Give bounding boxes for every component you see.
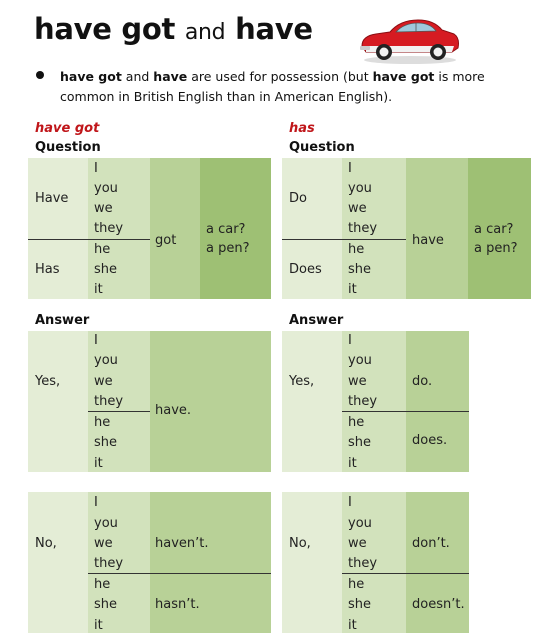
answer-havent: haven’t.: [155, 536, 209, 551]
pronoun: they: [94, 394, 124, 409]
note-text: are used for possession (but: [187, 69, 373, 84]
right-answer-yes-table: [282, 331, 469, 472]
pronoun: you: [94, 353, 118, 368]
title-part-have: have: [235, 12, 313, 46]
object: a pen?: [206, 241, 250, 256]
pronoun: I: [348, 161, 352, 176]
title-part-have-got: have got: [34, 12, 176, 46]
left-answer-yes-table: [28, 331, 271, 472]
note-text: is more common in British English than in American English).: [60, 69, 485, 104]
pronoun: she: [348, 262, 372, 277]
pronoun: he: [348, 415, 365, 430]
answer-does: does.: [412, 433, 448, 448]
answer-yes: Yes,: [35, 374, 61, 389]
answer-no: No,: [289, 536, 311, 551]
note-term-have-got: have got: [60, 69, 122, 84]
pronoun: he: [348, 577, 365, 592]
pronoun: I: [348, 495, 352, 510]
pronoun: they: [94, 221, 124, 236]
pronoun: you: [348, 353, 372, 368]
pronoun: it: [94, 618, 103, 633]
pronoun: he: [94, 242, 111, 257]
pronoun: he: [94, 577, 111, 592]
answer-no: No,: [35, 536, 57, 551]
left-answer-label: Answer: [35, 313, 90, 328]
right-heading: has: [289, 121, 315, 136]
left-answer-no-table: [28, 492, 271, 633]
pronoun: it: [94, 456, 103, 471]
note-text: and: [121, 69, 154, 84]
answer-hasnt: hasn’t.: [155, 597, 200, 612]
pronoun: she: [94, 597, 118, 612]
aux-has: Has: [35, 262, 60, 277]
pronoun: we: [348, 201, 367, 216]
pronoun: you: [348, 516, 372, 531]
right-answer-label: Answer: [289, 313, 344, 328]
pronoun: you: [94, 181, 118, 196]
pronoun: it: [348, 282, 357, 297]
pronoun: I: [94, 161, 98, 176]
left-question-table: [28, 158, 271, 299]
pronoun: it: [348, 618, 357, 633]
verb-got: got: [155, 233, 177, 248]
answer-doesnt: doesn’t.: [412, 597, 465, 612]
pronoun: we: [348, 536, 367, 551]
note-term-have: have: [153, 69, 188, 84]
right-question-table: [282, 158, 531, 299]
pronoun: she: [348, 597, 372, 612]
pronoun: they: [94, 556, 124, 571]
pronoun: I: [94, 333, 98, 348]
note-term-have-got: have got: [372, 69, 435, 84]
pronoun: they: [348, 556, 378, 571]
object: a car?: [474, 222, 514, 237]
right-answer-no-table: [282, 492, 469, 633]
pronoun: it: [348, 456, 357, 471]
object: a car?: [206, 222, 246, 237]
left-question-label: Question: [35, 140, 101, 155]
car-icon: [356, 12, 462, 66]
bullet-dot: [36, 71, 44, 79]
right-question-label: Question: [289, 140, 355, 155]
pronoun: I: [348, 333, 352, 348]
pronoun: it: [94, 282, 103, 297]
pronoun: they: [348, 394, 378, 409]
aux-do: Do: [289, 191, 307, 206]
pronoun: you: [348, 181, 372, 196]
aux-does: Does: [289, 262, 322, 277]
pronoun: we: [94, 536, 113, 551]
pronoun: we: [94, 374, 113, 389]
possession-note: [60, 67, 540, 107]
answer-have: have.: [155, 403, 192, 418]
page-title: [34, 12, 313, 46]
left-heading: have got: [35, 121, 100, 136]
pronoun: they: [348, 221, 378, 236]
pronoun: she: [94, 435, 118, 450]
object: a pen?: [474, 241, 518, 256]
title-part-and: and: [184, 20, 226, 45]
pronoun: we: [94, 201, 113, 216]
pronoun: I: [94, 495, 98, 510]
pronoun: he: [94, 415, 111, 430]
aux-have: Have: [35, 191, 69, 206]
answer-dont: don’t.: [412, 536, 450, 551]
verb-have: have: [412, 233, 444, 248]
answer-yes: Yes,: [289, 374, 315, 389]
answer-do: do.: [412, 374, 433, 389]
pronoun: we: [348, 374, 367, 389]
pronoun: you: [94, 516, 118, 531]
pronoun: she: [94, 262, 118, 277]
pronoun: she: [348, 435, 372, 450]
pronoun: he: [348, 242, 365, 257]
